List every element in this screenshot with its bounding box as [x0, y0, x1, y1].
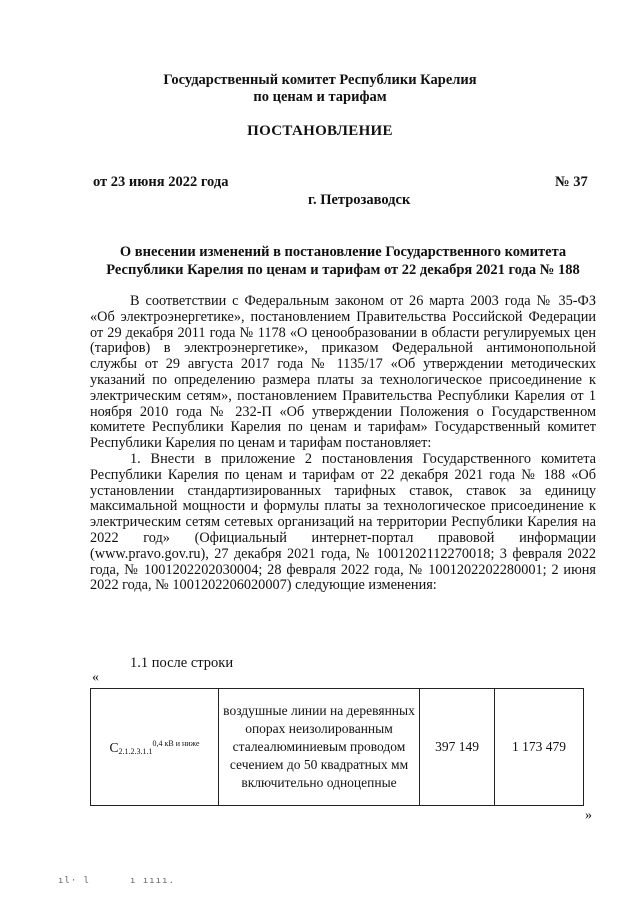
subject-line-2: Республики Карелия по ценам и тарифам от 22 декабря 2021 года № 188 [106, 262, 580, 278]
document-title: ПОСТАНОВЛЕНИЕ [247, 123, 393, 139]
subject-line-1: О внесении изменений в постановление Государственного комитета [119, 244, 567, 260]
tariff-value-2-cell: 1 173 479 [495, 689, 584, 806]
closing-quote: » [585, 808, 592, 823]
tariff-code-cell [91, 689, 219, 806]
scan-mark-right: ı ıııı. [130, 876, 175, 886]
tariff-code-superscript: 0,4 кВ и ниже [152, 738, 200, 748]
tariff-table [90, 688, 584, 806]
document-body [90, 294, 596, 594]
tariff-value-1-cell: 397 149 [420, 689, 495, 806]
item-1-paragraph: 1. Внести в приложение 2 постановления Государственного комитета Республики Карелия по ценам и тарифам от 22 декабря 2021 года № 188 «Об установлении стандартизированных тарифных ставок, ставок за единицу максимальной мощности и формулы платы за технологическое присоединение к электрическим сетям сетевых организаций на территории Республики Карелия на 2022 год» (Официальный интернет-портал правовой информации (www.pravo.gov.ru), 27 декабря 2021 года, № 1001202112270018; 3 февраля 2022 года, № 1001202202030004; 28 февраля 2022 года, № 1001202202280001; 2 июня 2022 года, № 1001202206020007) следующие изменения: [90, 450, 596, 594]
scan-mark-left: ıl· l [58, 876, 91, 886]
opening-quote: « [92, 670, 99, 685]
committee-name-line2: по ценам и тарифам [253, 89, 387, 105]
committee-name: Государственный комитет Республики Карелия [163, 72, 477, 88]
preamble-paragraph: В соответствии с Федеральным законом от 26 марта 2003 года № 35-ФЗ «Об электроэнергетике», постановлением Правительства Российской Федерации от 29 декабря 2011 года № 1178 «О ценообразовании в области регулируемых цен (тарифов) в электроэнергетике», приказом Федеральной антимонопольной службы от 29 августа 2017 года № 1135/17 «Об утверждении методических указаний по определению размера платы за технологическое присоединение к электрическим сетям», постановлением Правительства Республики Карелия от 1 ноября 2010 года № 232-П «Об утверждении Положения о Государственном комитете Республики Карелия по ценам и тарифам» Государственный комитет Республики Карелия по ценам и тарифам постановляет: [90, 293, 596, 452]
document-city: г. Петрозаводск [308, 192, 411, 208]
tariff-description-cell: воздушные линии на деревянных опорах неизолированным сталеалюминиевым проводом сечением до 50 квадратных мм включительно одноцепные [219, 689, 420, 806]
tariff-code-main: С [109, 739, 119, 755]
item-1-1-heading: 1.1 после строки [130, 655, 234, 671]
table-row [91, 689, 584, 806]
tariff-code-subscript: 2.1.2.3.1.1 [118, 746, 153, 756]
document-date: от 23 июня 2022 года [93, 174, 229, 190]
document-number: № 37 [555, 174, 588, 190]
